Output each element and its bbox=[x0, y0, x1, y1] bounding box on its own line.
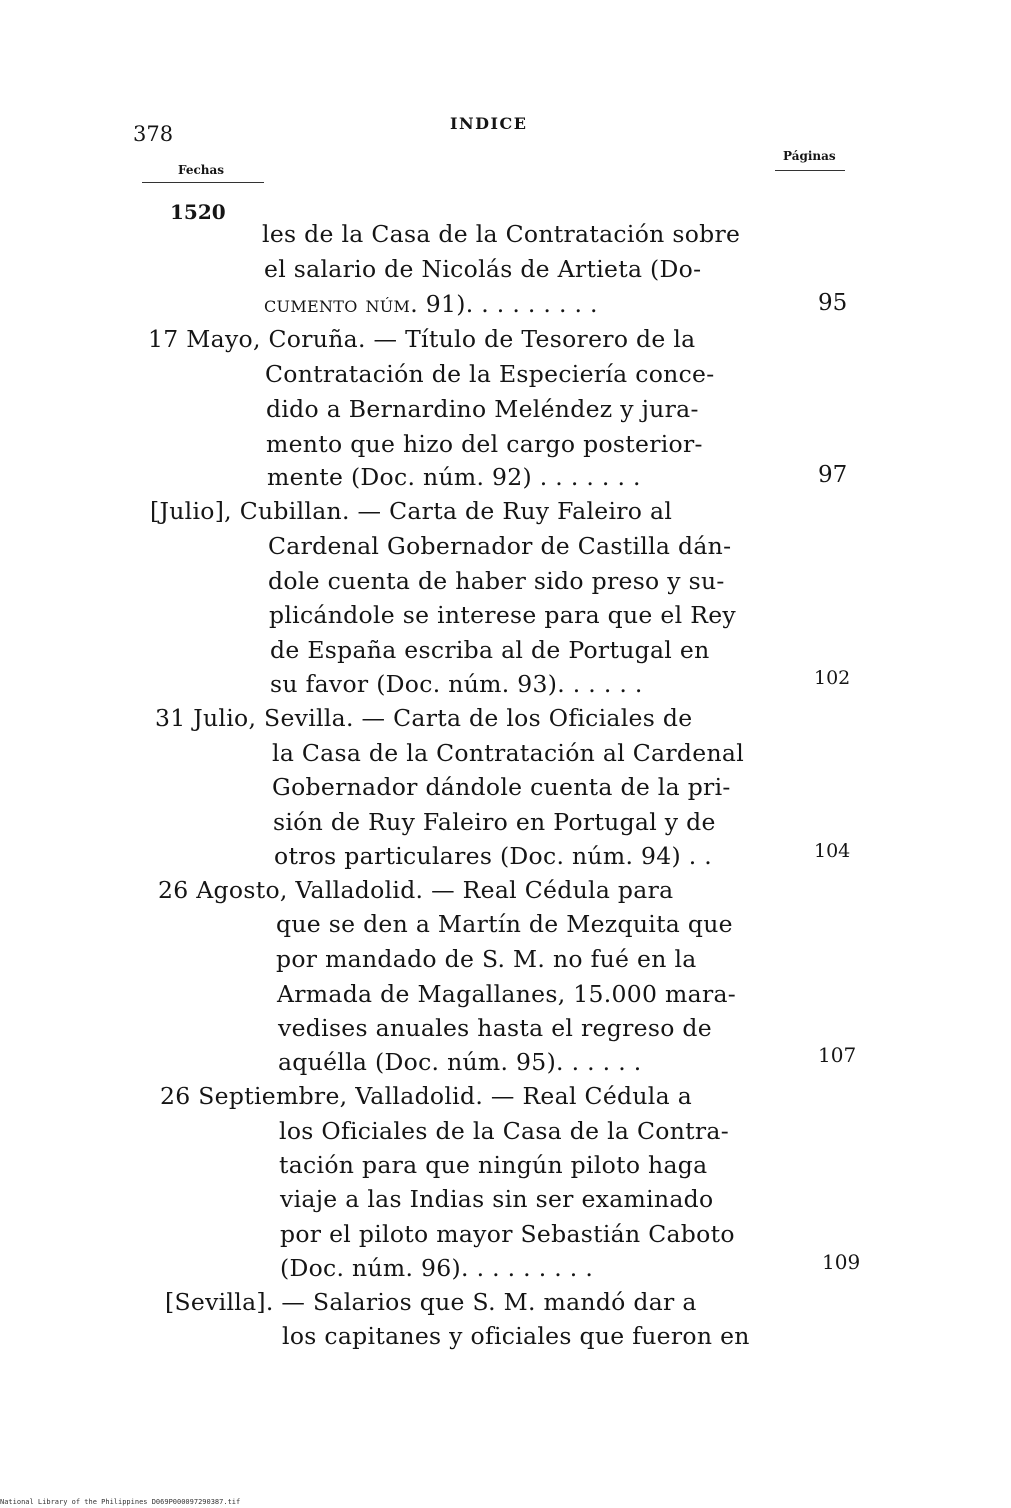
scan-footer: National Library of the Philippines D069P000097290387.tif bbox=[0, 1498, 241, 1506]
entry-line: que se den a Martín de Mezquita que bbox=[276, 910, 733, 938]
entry-line: 17 Mayo, Coruña. — Título de Tesorero de la bbox=[148, 325, 696, 353]
entry-line: la Casa de la Contratación al Cardenal bbox=[272, 739, 745, 767]
entry-line: cumento núm. 91). . . . . . . . . bbox=[264, 290, 598, 318]
page-ref: 107 bbox=[818, 1043, 857, 1067]
column-header-fechas: Fechas bbox=[178, 163, 225, 177]
page-ref: 95 bbox=[818, 290, 848, 316]
entry-line: (Doc. núm. 96). . . . . . . . . bbox=[280, 1254, 594, 1282]
entry-line: 31 Julio, Sevilla. — Carta de los Oficiales de bbox=[155, 704, 693, 732]
entry-line: los capitanes y oficiales que fueron en bbox=[282, 1322, 750, 1350]
entry-line: les de la Casa de la Contratación sobre bbox=[262, 220, 741, 248]
entry-line: tación para que ningún piloto haga bbox=[279, 1151, 708, 1179]
entry-line: plicándole se interese para que el Rey bbox=[269, 601, 736, 629]
entry-line: Contratación de la Especiería conce- bbox=[265, 360, 715, 388]
entry-line: mente (Doc. núm. 92) . . . . . . . bbox=[267, 463, 641, 491]
entry-line: viaje a las Indias sin ser examinado bbox=[280, 1185, 714, 1213]
entry-line: Cardenal Gobernador de Castilla dán- bbox=[268, 532, 732, 560]
column-header-paginas: Páginas bbox=[783, 149, 836, 163]
entry-line: mento que hizo del cargo posterior- bbox=[266, 430, 703, 458]
entry-line: 26 Agosto, Valladolid. — Real Cédula para bbox=[158, 876, 674, 904]
page-ref: 109 bbox=[822, 1250, 861, 1274]
column-header-rule-left bbox=[142, 182, 264, 183]
entry-line: Armada de Magallanes, 15.000 mara- bbox=[277, 980, 737, 1008]
entry-line: [Sevilla]. — Salarios que S. M. mandó dar a bbox=[165, 1288, 697, 1316]
entry-line: otros particulares (Doc. núm. 94) . . bbox=[274, 842, 713, 870]
column-header-rule-right bbox=[775, 170, 845, 171]
entry-line: su favor (Doc. núm. 93). . . . . . bbox=[270, 670, 643, 698]
entry-line: dole cuenta de haber sido preso y su- bbox=[268, 567, 725, 595]
page-number: 378 bbox=[133, 122, 174, 146]
entry-line: los Oficiales de la Casa de la Contra- bbox=[279, 1117, 729, 1145]
entry-line: Gobernador dándole cuenta de la pri- bbox=[272, 773, 731, 801]
entry-line: aquélla (Doc. núm. 95). . . . . . bbox=[278, 1048, 642, 1076]
page-ref: 104 bbox=[814, 840, 851, 862]
page-ref: 102 bbox=[814, 667, 851, 689]
entry-line: sión de Ruy Faleiro en Portugal y de bbox=[273, 808, 716, 836]
year-heading: 1520 bbox=[170, 200, 226, 224]
entry-line: dido a Bernardino Meléndez y jura- bbox=[266, 395, 699, 423]
entry-line: por mandado de S. M. no fué en la bbox=[276, 945, 697, 973]
entry-line: 26 Septiembre, Valladolid. — Real Cédula a bbox=[160, 1082, 693, 1110]
running-head: INDICE bbox=[450, 114, 528, 133]
entry-line: [Julio], Cubillan. — Carta de Ruy Faleiro al bbox=[150, 497, 673, 525]
page-ref: 97 bbox=[818, 462, 848, 488]
entry-line: el salario de Nicolás de Artieta (Do- bbox=[264, 255, 702, 283]
entry-line: por el piloto mayor Sebastián Caboto bbox=[280, 1220, 735, 1248]
entry-line: vedises anuales hasta el regreso de bbox=[278, 1014, 712, 1042]
entry-line: de España escriba al de Portugal en bbox=[270, 636, 710, 664]
